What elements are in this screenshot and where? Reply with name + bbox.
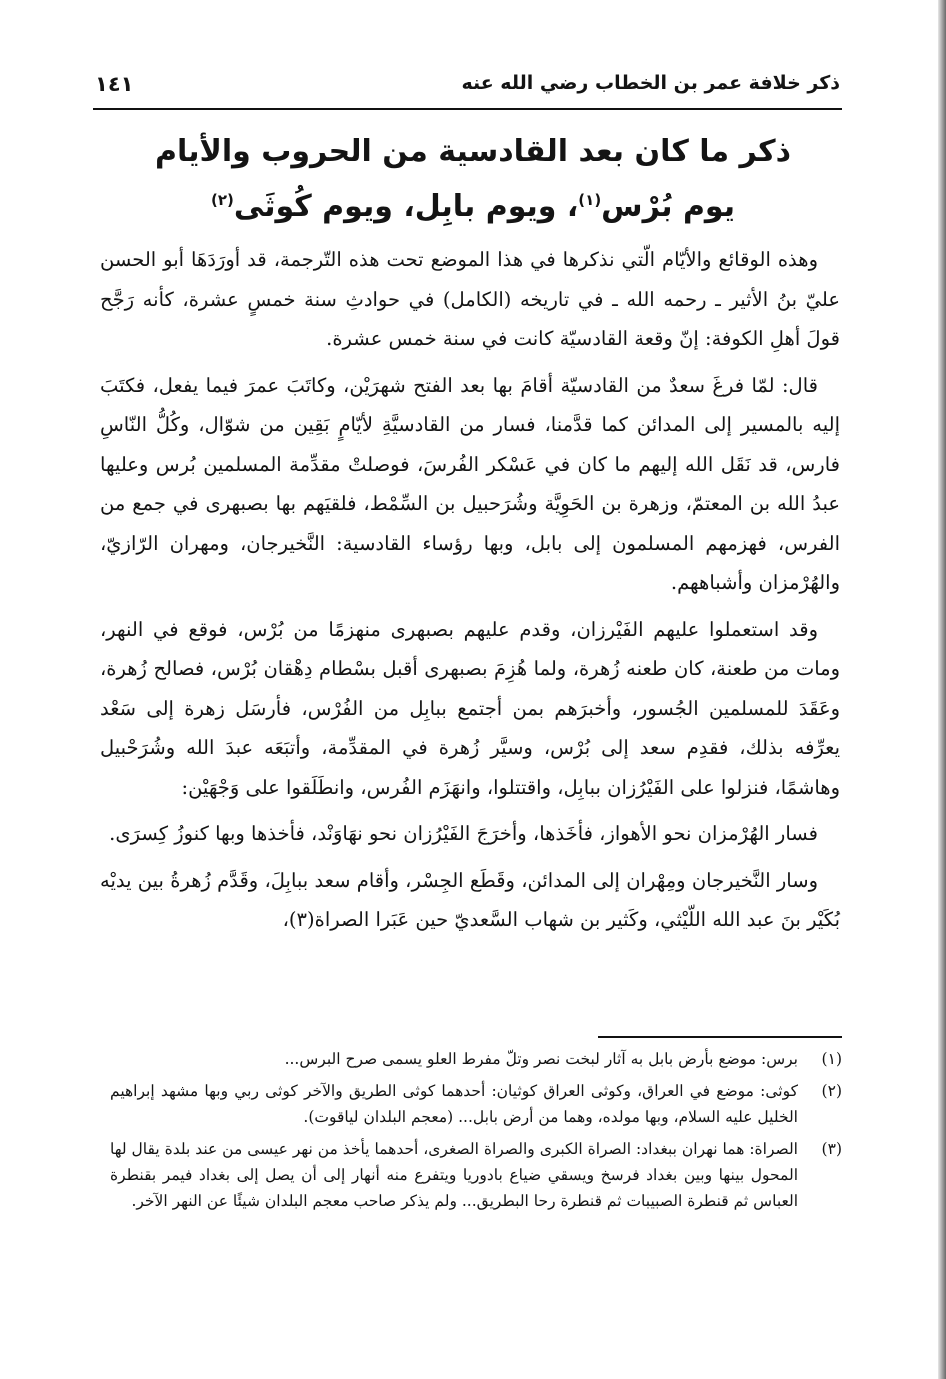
footnote (110, 1078, 842, 1130)
footnote-text: كوثى: موضع في العراق، وكوثى العراق كوثيان: أحدهما كوثى الطريق والآخر كوثى ربي وبها مشهد إبراهيم الخليل عليه السلام، وبها مولده، وهما من أرض بابل... (معجم البلدان لياقوت). (110, 1082, 798, 1126)
header-divider (93, 108, 842, 110)
running-title: ذكر خلافة عمر بن الخطاب رضي الله عنه (461, 72, 840, 94)
section-title-line-1: ذكر ما كان بعد القادسية من الحروب والأيام (154, 134, 792, 169)
page-header (95, 70, 840, 104)
footnote-ref-1: (١) (578, 191, 602, 209)
title-part-bars: يوم بُرْس (601, 189, 735, 224)
section-title-line-2 (150, 178, 796, 229)
main-text (100, 240, 840, 947)
footnote-number: (٣) (821, 1140, 842, 1158)
paragraph-narration: قال: لمّا فرغَ سعدٌ من القادسيّة أقامَ بها بعد الفتح شهرَيْن، وكاتَبَ عمرَ فيما يفعل، فكتَبَ إليه بالمسير إلى المدائن كما قدَّمنا، فسار من القادسيَّةِ لأيّامٍ بَقِين من شوّال، وكُلُّ النّاسِ فارس، قد نَقَل الله إليهم ما كان في عَسْكر الفُرسَ، فوصلتْ مقدِّمة المسلمين بُرس وعليها عبدُ الله بن المعتمّ، وزهرة بن الحَوِيَّة وشُرَحبيل بن السِّمْط، فلقيَهم بها بصبهرى في جمع من الفرس، فهزمهم المسلمون إلى بابل، وبها رؤساء القادسية: النَّخيرجان، ومهران الرّازيّ، والهُرْمزان وأشباههم. (100, 373, 840, 594)
footnote-number: (٢) (821, 1082, 842, 1100)
page-edge-shadow (938, 0, 946, 1379)
title-part-babil-kutha: ، ويوم بابِل، ويوم كُوثَى (233, 189, 579, 224)
footnote-number: (١) (821, 1050, 842, 1068)
footnote-text: الصراة: هما نهران ببغداد: الصراة الكبرى والصراة الصغرى، أحدهما يأخذ من نهر عيسى من عند بلدة يقال لها المحول بينها وبين بغداد فرسخ ويسقي ضياع بادوريا ويتفرع منه أنهار إلى أن يصل إلى بغداد فيمر بقنطرة العباس ثم قنطرة الصبيبات ثم قنطرة رحا البطريق... ولم يذكر صاحب معجم البلدان شيئًا عن النهر الآخر. (109, 1140, 798, 1210)
footnote-divider (598, 1036, 842, 1038)
footnote-text: برس: موضع بأرض بابل به آثار لبخت نصر وتلّ مفرط العلو يسمى صرح البرس... (284, 1050, 798, 1068)
paragraph-hurmuzan: فسار الهُرْمزان نحو الأهواز، فأخَذها، وأخرَجَ الفَيْرُزان نحو نهَاوَنْد، فأخذها وبها كنوزُ كِسرَى. (109, 822, 818, 845)
paragraph-intro: وهذه الوقائع والأيّام الّتي نذكرها في هذا الموضع تحت هذه التّرجمة، قد أورَدَهَا أبو الحسن عليّ بنُ الأثير ـ رحمه الله ـ في تاريخه (الكامل) في حوادثِ سنة خمسٍ عشرة، كأنه رَجَّح قولَ أهلِ الكوفة: إنّ وقعة القادسيّة كانت في سنة خمس عشرة. (100, 248, 840, 350)
footnote (110, 1136, 842, 1214)
paragraph-fayruzan: وقد استعملوا عليهم الفَيْرزان، وقدم عليهم بصبهرى منهزمًا من بُرْس، فوقع في النهر، ومات من طعنة، كان طعنه زُهرة، ولما هُزِمَ بصبهرى أقبل بسْطام دِهْقان بُرْس، فصالح زُهرة، وعَقَدَ للمسلمين الجُسور، وأخبرَهم بمن أجتمع ببابِل من الفُرْس، فأرسَل زهرة إلى سَعْد يعرِّفه بذلك، فقدِم سعد إلى بُرْس، وسيَّر زُهرة في المقدِّمة، وأتبَعَه عبدَ الله وشُرَحْبيل وهاشمًا، فنزلوا على الفَيْرُزان ببابِل، واقتتلوا، وانهَزَم الفُرس، وانطَلَقوا على وَجْهَيْن: (100, 617, 840, 799)
footnotes (110, 1046, 842, 1220)
paragraph-nakhirjan: وسار النَّخيرجان ومِهْران إلى المدائن، وقَطَع الجِسْر، وأقام سعد ببابِلَ، وقَدَّم زُهرةُ بين يديْه بُكَيْر بنَ عبد الله اللّيْثي، وكَثير بن شهاب السَّعديّ حين عَبَرا الصراة(٣)، (100, 868, 840, 931)
footnote-ref-2: (٢) (210, 191, 234, 209)
footnote (110, 1046, 842, 1072)
page-number: ١٤١ (95, 72, 134, 96)
